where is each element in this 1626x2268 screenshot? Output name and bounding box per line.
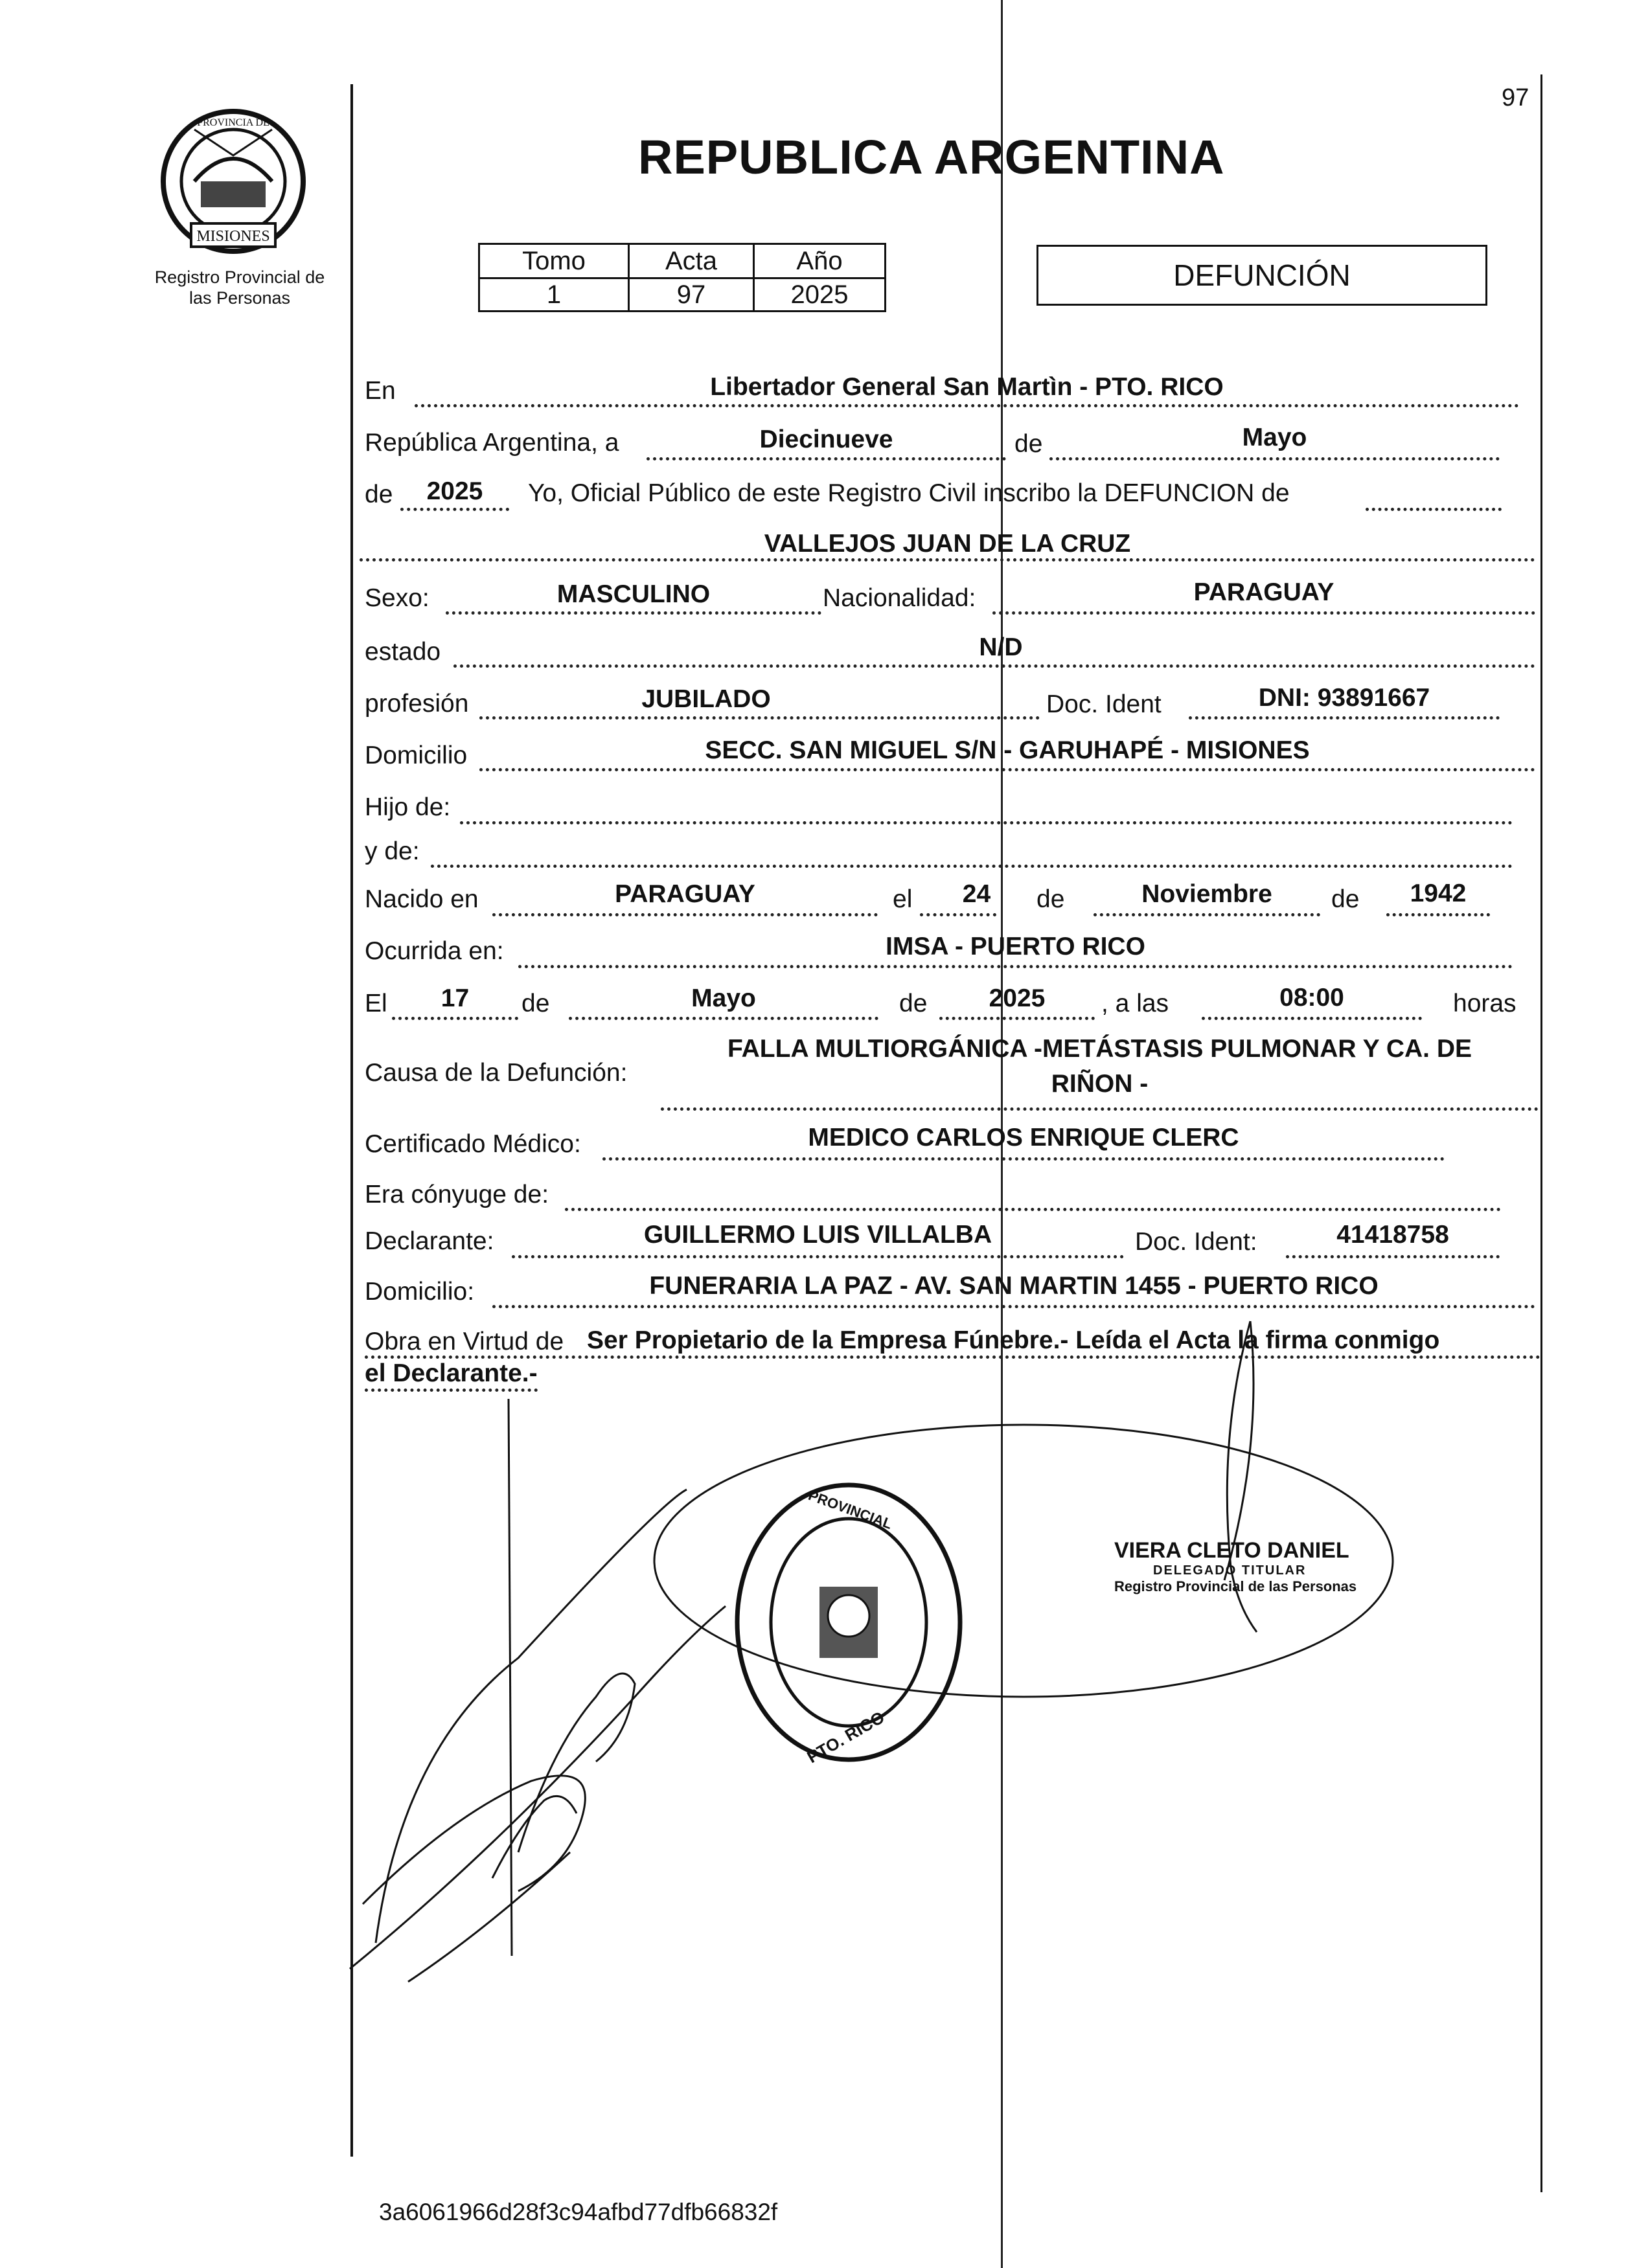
death-day: 17: [441, 984, 470, 1012]
signatures: [324, 1295, 1490, 2008]
republica-label: República Argentina, a: [365, 429, 619, 457]
table-header-anio: Año: [754, 244, 886, 278]
birth-day: 24: [962, 880, 991, 908]
el-label: el: [893, 885, 913, 913]
table-value-anio: 2025: [754, 278, 886, 312]
profesion-value: JUBILADO: [641, 685, 771, 713]
certificado-value: MEDICO CARLOS ENRIQUE CLERC: [808, 1124, 1239, 1151]
day-value: Diecinueve: [759, 425, 893, 453]
year-prefix: de: [365, 481, 393, 508]
declarante-doc-label: Doc. Ident:: [1135, 1228, 1257, 1256]
obra-label: Obra en Virtud de: [365, 1328, 564, 1355]
conyuge-label: Era cónyuge de:: [365, 1181, 549, 1208]
causa-line-1: FALLA MULTIORGÁNICA -METÁSTASIS PULMONAR Y CA. DE: [727, 1035, 1472, 1063]
ocurrida-value: IMSA - PUERTO RICO: [886, 933, 1145, 960]
death-time: 08:00: [1279, 984, 1344, 1012]
registry-line-1: Registro Provincial de: [154, 267, 325, 287]
horas-label: horas: [1453, 990, 1517, 1017]
death-month: Mayo: [691, 984, 756, 1012]
right-margin-line: [1540, 74, 1542, 2192]
record-table: [478, 243, 886, 312]
declarante-value: GUILLERMO LUIS VILLALBA: [643, 1221, 992, 1249]
table-value-tomo: 1: [479, 278, 629, 312]
page-title: REPUBLICA ARGENTINA: [638, 130, 1225, 184]
domicilio2-label: Domicilio:: [365, 1278, 475, 1306]
document-hash: 3a6061966d28f3c94afbd77dfb66832f: [379, 2199, 778, 2225]
conyuge-line: [565, 1195, 1501, 1211]
deceased-name: VALLEJOS JUAN DE LA CRUZ: [764, 530, 1131, 558]
table-header-acta: Acta: [629, 244, 754, 278]
official-name: VIERA CLETO DANIEL: [1114, 1538, 1349, 1563]
causa-line: [661, 1094, 1539, 1111]
registry-name: [143, 267, 337, 308]
certificado-label: Certificado Médico:: [365, 1130, 581, 1158]
svg-text:PTO. RICO: PTO. RICO: [803, 1707, 888, 1767]
alas-label: , a las: [1101, 990, 1169, 1017]
domicilio2-value: FUNERARIA LA PAZ - AV. SAN MARTIN 1455 - PUERTO RICO: [649, 1272, 1379, 1300]
nacido-label: Nacido en: [365, 885, 479, 913]
hijo-label: Hijo de:: [365, 793, 451, 821]
obra-value-line-1: Ser Propietario de la Empresa Fúnebre.- Leída el Acta la firma conmigo: [365, 1326, 1540, 1359]
provincial-seal-logo: [155, 104, 311, 259]
svg-text:PROVINCIAL: PROVINCIAL: [806, 1487, 895, 1532]
yde-line: [431, 852, 1513, 868]
doc-label: Doc. Ident: [1046, 690, 1162, 718]
official-role: DELEGADO TITULAR: [1153, 1563, 1307, 1578]
birth-month: Noviembre: [1141, 880, 1272, 908]
birth-de-1: de: [1036, 885, 1065, 913]
obra-value-line-2: el Declarante.-: [365, 1359, 538, 1392]
svg-text:PROVINCIA DE: PROVINCIA DE: [197, 117, 269, 128]
official-office: Registro Provincial de las Personas: [1114, 1578, 1357, 1594]
svg-text:MISIONES: MISIONES: [196, 228, 270, 245]
death-year: 2025: [989, 984, 1046, 1012]
estado-label: estado: [365, 638, 441, 666]
registry-line-2: las Personas: [189, 288, 291, 308]
nacido-value: PARAGUAY: [615, 880, 755, 908]
declarante-label: Declarante:: [365, 1227, 494, 1255]
official-text: Yo, Oficial Público de este Registro Civil inscribo la DEFUNCION de: [528, 479, 1290, 507]
year-value: 2025: [426, 477, 483, 505]
sexo-label: Sexo:: [365, 584, 429, 612]
yde-label: y de:: [365, 837, 420, 865]
hijo-line: [460, 808, 1513, 824]
table-value-acta: 97: [629, 278, 754, 312]
domicilio-value: SECC. SAN MIGUEL S/N - GARUHAPÉ - MISIONES: [705, 736, 1310, 764]
estado-value: N/D: [979, 633, 1023, 661]
birth-year: 1942: [1410, 879, 1467, 907]
declarante-doc-value: 41418758: [1336, 1221, 1449, 1249]
death-el-label: El: [365, 990, 387, 1017]
page-number: 97: [1502, 84, 1529, 111]
month-value: Mayo: [1242, 424, 1307, 451]
death-de-1: de: [521, 990, 550, 1017]
causa-line-2: RIÑON -: [1051, 1070, 1149, 1098]
sexo-value: MASCULINO: [556, 580, 711, 608]
profesion-label: profesión: [365, 690, 469, 718]
nacionalidad-label: Nacionalidad:: [823, 584, 976, 612]
domicilio-label: Domicilio: [365, 742, 468, 769]
ocurrida-label: Ocurrida en:: [365, 937, 504, 965]
doc-value: DNI: 93891667: [1258, 684, 1430, 712]
de-label: de: [1014, 430, 1043, 458]
table-header-tomo: Tomo: [479, 244, 629, 278]
record-type-box: DEFUNCIÓN: [1036, 245, 1487, 306]
nacionalidad-value: PARAGUAY: [1193, 578, 1334, 606]
birth-de-2: de: [1331, 885, 1360, 913]
death-de-2: de: [899, 990, 928, 1017]
en-label: En: [365, 377, 396, 405]
causa-label: Causa de la Defunción:: [365, 1059, 628, 1087]
official-tail-line: [1366, 495, 1502, 511]
en-value: Libertador General San Martìn - PTO. RICO: [710, 373, 1224, 401]
